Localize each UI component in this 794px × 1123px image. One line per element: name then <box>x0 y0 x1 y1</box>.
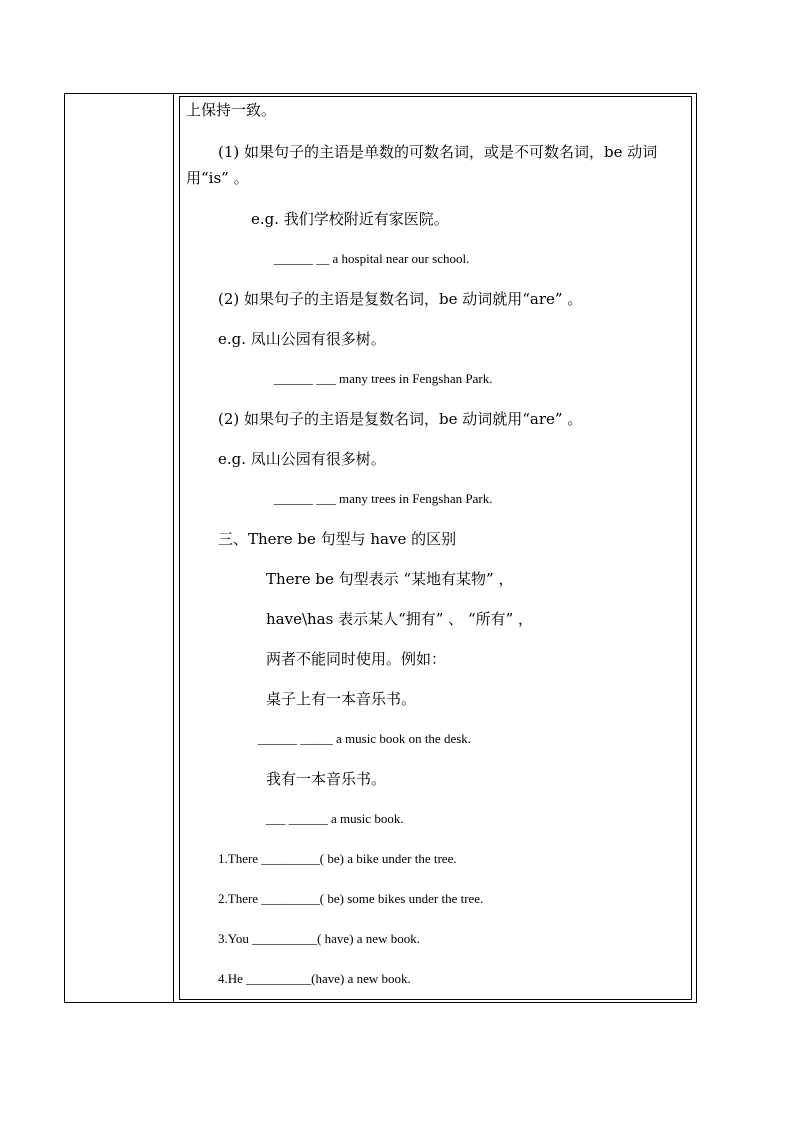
text-line: 三、There be 句型与 have 的区别 <box>218 530 457 548</box>
text-line: 我有一本音乐书。 <box>266 770 387 788</box>
text-line: ___ ______ a music book. <box>266 811 404 826</box>
text-line: 1.There _________( be) a bike under the tree. <box>218 851 457 866</box>
text-line: e.g. 凤山公园有很多树。 <box>218 330 386 348</box>
table-top-border <box>64 93 697 94</box>
table-bottom-border-inner <box>179 999 692 1000</box>
table-top-border-inner <box>179 96 692 97</box>
text-line: 两者不能同时使用。例如： <box>266 650 447 668</box>
text-line: 2.There _________( be) some bikes under the tree. <box>218 891 484 906</box>
text-line: e.g. 我们学校附近有家医院。 <box>251 210 449 228</box>
text-line: 上保持一致。 <box>186 101 277 119</box>
text-line: (2) 如果句子的主语是复数名词，be 动词就用“are” 。 <box>218 410 583 428</box>
text-line: e.g. 凤山公园有很多树。 <box>218 450 386 468</box>
text-line: 3.You __________( have) a new book. <box>218 931 420 946</box>
text-line: (2) 如果句子的主语是复数名词，be 动词就用“are” 。 <box>218 290 583 308</box>
table-bottom-border <box>64 1002 697 1003</box>
text-line: (1) 如果句子的主语是单数的可数名词，或是不可数名词，be 动词 <box>218 143 658 161</box>
text-line: have\has 表示某人“拥有” 、 “所有” ， <box>266 610 534 628</box>
text-line: 用“is” 。 <box>186 169 249 187</box>
table-left-border <box>64 93 65 1003</box>
text-line: There be 句型表示 “某地有某物” ， <box>266 570 514 588</box>
column-divider-b <box>179 96 180 1000</box>
table-right-border <box>696 93 697 1003</box>
text-line: 桌子上有一本音乐书。 <box>266 690 417 708</box>
text-line: 4.He __________(have) a new book. <box>218 971 411 986</box>
text-line: ______ __ a hospital near our school. <box>274 251 470 266</box>
text-line: ______ ___ many trees in Fengshan Park. <box>274 491 493 506</box>
text-line: ______ _____ a music book on the desk. <box>258 731 472 746</box>
table-right-border-inner <box>691 96 692 1000</box>
text-line: ______ ___ many trees in Fengshan Park. <box>274 371 493 386</box>
column-divider-a <box>173 93 174 1003</box>
